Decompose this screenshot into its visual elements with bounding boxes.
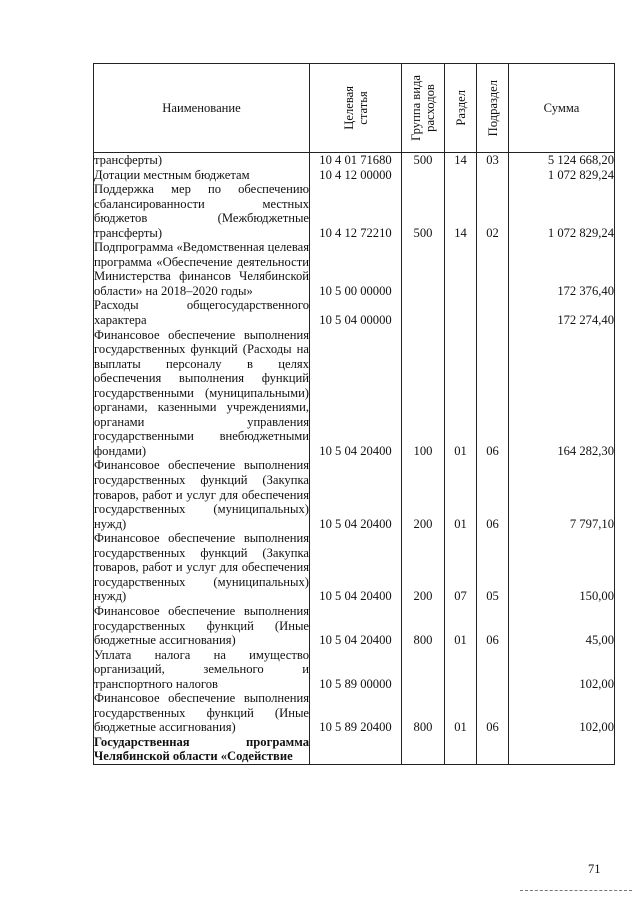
- header-subsection: Подраздел: [477, 64, 509, 153]
- row-section-cell: 01: [445, 691, 477, 735]
- row-subsection-cell: [477, 735, 509, 765]
- row-subsection-cell: 05: [477, 531, 509, 604]
- row-section-cell: 14: [445, 153, 477, 168]
- row-subsection-cell: 06: [477, 458, 509, 531]
- row-sum-cell: 102,00: [509, 648, 615, 692]
- table-row: [94, 604, 615, 648]
- row-subsection-cell: 06: [477, 328, 509, 459]
- row-sum-cell: 1 072 829,24: [509, 168, 615, 183]
- header-sum: Сумма: [509, 64, 615, 153]
- row-subsection-cell: 03: [477, 153, 509, 168]
- row-name-cell: Государственная программа Челябинской области «Содействие: [94, 734, 309, 764]
- row-sum-cell: 164 282,30: [509, 328, 615, 459]
- row-expense-group-cell: 800: [402, 691, 445, 735]
- row-target-article-cell: 10 5 89 00000: [310, 648, 402, 692]
- row-target-article-cell: 10 5 04 20400: [310, 531, 402, 604]
- table-row: [94, 458, 615, 531]
- footer-rule: [520, 890, 632, 891]
- row-name-cell: Финансовое обеспечение выполнения государственных функций (Расходы на выплаты персоналу в целях обеспечения выполнения функций государственными (муниципальными) органами, казенными учреждениями, органами управления государственными внебюджетными фондами): [94, 327, 309, 458]
- header-section: Раздел: [445, 64, 477, 153]
- header-target-article: Целевая статья: [310, 64, 402, 153]
- row-subsection-cell: [477, 648, 509, 692]
- row-section-cell: [445, 648, 477, 692]
- table-row: [94, 531, 615, 604]
- row-subsection-cell: 06: [477, 604, 509, 648]
- row-sum-cell: 1 072 829,24: [509, 182, 615, 240]
- row-subsection-cell: [477, 298, 509, 327]
- row-sum-cell: 172 274,40: [509, 298, 615, 327]
- row-sum-cell: 45,00: [509, 604, 615, 648]
- row-name-cell: трансферты): [94, 153, 310, 168]
- row-subsection-cell: [477, 240, 509, 298]
- row-target-article-cell: 10 4 12 00000: [310, 168, 402, 183]
- row-section-cell: 01: [445, 604, 477, 648]
- row-name-cell: Финансовое обеспечение выполнения государственных функций (Закупка товаров, работ и услуг для обеспечения государственных (муниципальных) нужд): [94, 458, 309, 531]
- page-number: 71: [588, 862, 601, 876]
- row-name-cell: Расходы общегосударственного характера: [94, 298, 309, 328]
- row-expense-group-cell: 100: [402, 328, 445, 459]
- table-row: [94, 240, 615, 298]
- row-section-cell: 01: [445, 458, 477, 531]
- row-section-cell: [445, 298, 477, 327]
- table-header-row: [94, 64, 615, 153]
- row-target-article-cell: 10 5 00 00000: [310, 240, 402, 298]
- row-section-cell: [445, 168, 477, 183]
- row-expense-group-cell: [402, 298, 445, 327]
- row-section-cell: [445, 735, 477, 765]
- header-name: Наименование: [94, 64, 310, 153]
- row-name-cell: Финансовое обеспечение выполнения государственных функций (Иные бюджетные ассигнования): [94, 691, 309, 735]
- row-expense-group-cell: 200: [402, 458, 445, 531]
- row-expense-group-cell: [402, 735, 445, 765]
- budget-table: [93, 63, 615, 765]
- row-target-article-cell: 10 5 04 20400: [310, 604, 402, 648]
- table-row: [94, 153, 615, 168]
- row-expense-group-cell: [402, 648, 445, 692]
- row-target-article-cell: 10 5 04 20400: [310, 458, 402, 531]
- row-expense-group-cell: 200: [402, 531, 445, 604]
- row-section-cell: [445, 240, 477, 298]
- row-subsection-cell: [477, 168, 509, 183]
- row-expense-group-cell: [402, 168, 445, 183]
- row-expense-group-cell: [402, 240, 445, 298]
- table-row: [94, 328, 615, 459]
- row-sum-cell: [509, 735, 615, 765]
- header-expense-group: Группа вида расходов: [402, 64, 445, 153]
- row-name-cell: Финансовое обеспечение выполнения государственных функций (Иные бюджетные ассигнования): [94, 603, 309, 648]
- table-row: [94, 182, 615, 240]
- row-expense-group-cell: 500: [402, 182, 445, 240]
- row-target-article-cell: 10 4 01 71680: [310, 153, 402, 168]
- row-section-cell: 14: [445, 182, 477, 240]
- table-row: [94, 648, 615, 692]
- row-sum-cell: 150,00: [509, 531, 615, 604]
- table-body: [94, 153, 615, 765]
- row-name-cell: Уплата налога на имущество организаций, земельного и транспортного налогов: [94, 647, 309, 691]
- row-target-article-cell: 10 4 12 72210: [310, 182, 402, 240]
- row-expense-group-cell: 800: [402, 604, 445, 648]
- row-target-article-cell: 10 5 04 20400: [310, 328, 402, 459]
- row-expense-group-cell: 500: [402, 153, 445, 168]
- row-subsection-cell: 06: [477, 691, 509, 735]
- row-name-cell: Поддержка мер по обеспечению сбалансированности местных бюджетов (Межбюджетные трансферты): [94, 182, 309, 240]
- table-row: [94, 298, 615, 327]
- row-name-cell: Подпрограмма «Ведомственная целевая программа «Обеспечение деятельности Министерства финансов Челябинской области» на 2018–2020 годы»: [94, 240, 309, 298]
- row-name-cell: Финансовое обеспечение выполнения государственных функций (Закупка товаров, работ и услуг для обеспечения государственных (муниципальных) нужд): [94, 531, 309, 604]
- row-sum-cell: 5 124 668,20: [509, 153, 615, 168]
- row-target-article-cell: [310, 735, 402, 765]
- row-subsection-cell: 02: [477, 182, 509, 240]
- row-section-cell: 07: [445, 531, 477, 604]
- row-sum-cell: 7 797,10: [509, 458, 615, 531]
- table-row: [94, 691, 615, 735]
- row-target-article-cell: 10 5 04 00000: [310, 298, 402, 327]
- table-row: [94, 735, 615, 765]
- row-section-cell: 01: [445, 328, 477, 459]
- row-sum-cell: 172 376,40: [509, 240, 615, 298]
- row-sum-cell: 102,00: [509, 691, 615, 735]
- table-row: [94, 168, 615, 183]
- row-target-article-cell: 10 5 89 20400: [310, 691, 402, 735]
- row-name-cell: Дотации местным бюджетам: [94, 168, 310, 183]
